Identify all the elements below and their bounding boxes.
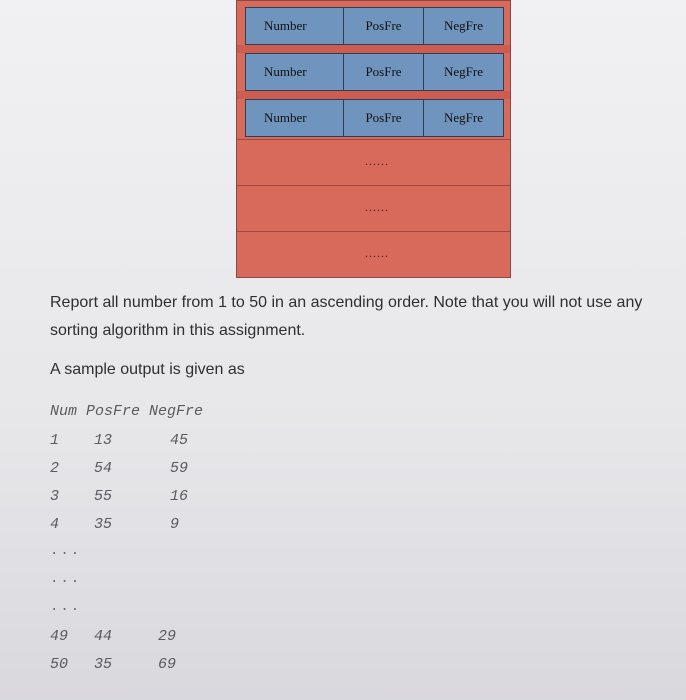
figure-ellipsis: ...... xyxy=(365,154,389,168)
sample-num: 4 xyxy=(50,516,60,533)
sample-num: 3 xyxy=(50,488,60,505)
sample-ellipsis: ... xyxy=(50,599,82,615)
sample-posfre: 13 xyxy=(94,432,113,449)
sample-negfre: 45 xyxy=(170,432,189,449)
sample-ellipsis: ... xyxy=(50,571,82,587)
sample-intro: A sample output is given as xyxy=(50,361,245,378)
frequency-table-figure xyxy=(236,0,511,278)
figure-empty-row xyxy=(237,185,510,231)
sample-negfre: 16 xyxy=(170,488,189,505)
figure-cell-number: Number xyxy=(246,54,344,90)
figure-cell-posfre: PosFre xyxy=(344,54,424,90)
sample-posfre: 54 xyxy=(94,460,113,477)
sample-posfre: 35 xyxy=(94,516,113,533)
sample-posfre: 55 xyxy=(94,488,113,505)
figure-cell-negfre: NegFre xyxy=(444,110,483,125)
figure-header-row xyxy=(245,53,504,91)
figure-cell-posfre: PosFre xyxy=(344,100,424,136)
sample-negfre: 29 xyxy=(158,628,177,645)
figure-cell-negfre: NegFre xyxy=(444,18,483,33)
figure-cell-negfre: NegFre xyxy=(444,64,483,79)
figure-cell-posfre: PosFre xyxy=(344,8,424,44)
figure-separator xyxy=(237,45,510,53)
figure-empty-row xyxy=(237,231,510,277)
sample-posfre: 44 xyxy=(94,628,113,645)
sample-negfre: 69 xyxy=(158,656,177,673)
sample-num: 49 xyxy=(50,628,69,645)
sample-posfre: 35 xyxy=(94,656,113,673)
sample-negfre: 59 xyxy=(170,460,189,477)
sample-ellipsis: ... xyxy=(50,543,82,559)
figure-ellipsis: ...... xyxy=(365,246,389,260)
sample-num: 2 xyxy=(50,460,60,477)
figure-header-row xyxy=(245,99,504,137)
sample-negfre: 9 xyxy=(170,516,180,533)
figure-empty-row xyxy=(237,139,510,185)
sample-output-header: Num PosFre NegFre xyxy=(50,403,204,420)
figure-cell-number: Number xyxy=(246,100,344,136)
instruction-paragraph: Report all number from 1 to 50 in an ascending order. Note that you will not use any sorting algorithm in this assignment. xyxy=(50,294,643,339)
figure-cell-number: Number xyxy=(246,8,344,44)
figure-header-row xyxy=(245,7,504,45)
sample-num: 50 xyxy=(50,656,69,673)
figure-separator xyxy=(237,91,510,99)
figure-ellipsis: ...... xyxy=(365,200,389,214)
sample-num: 1 xyxy=(50,432,60,449)
